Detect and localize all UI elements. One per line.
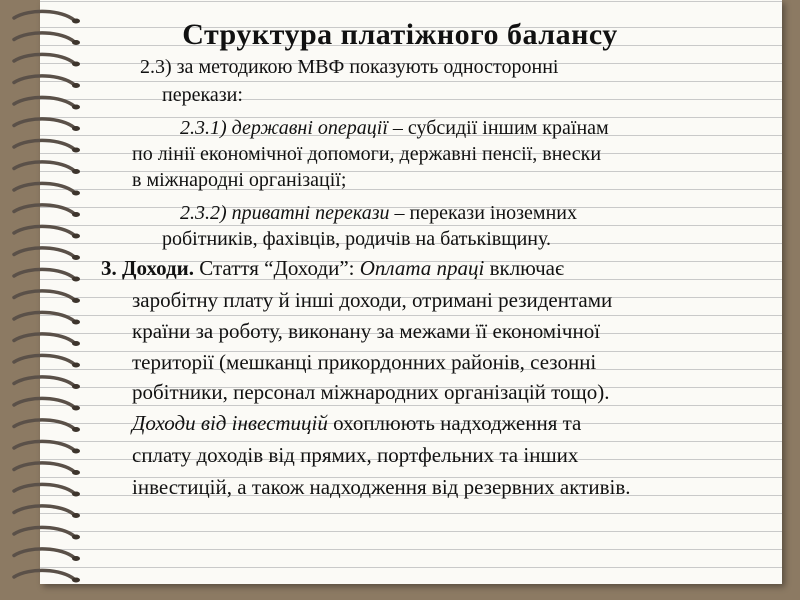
spiral-hole <box>72 384 80 389</box>
spiral-hole <box>72 535 80 540</box>
spiral-ring <box>14 54 74 63</box>
spiral-ring <box>14 162 74 171</box>
text-line-8-rest: включає <box>484 256 564 280</box>
text-line-5: в міжнародні організації; <box>132 169 347 191</box>
text-line-2: перекази: <box>162 84 243 106</box>
text-line-6-rest: – перекази іноземних <box>389 202 577 224</box>
section-heading-income: 3. Доходи. <box>101 256 194 280</box>
text-line-4: по лінії економічної допомоги, державні пенсії, внески <box>132 143 602 165</box>
spiral-ring <box>14 570 74 579</box>
spiral-hole <box>72 406 80 411</box>
spiral-binding-icon <box>0 0 100 600</box>
spiral-hole <box>72 298 80 303</box>
spiral-ring <box>14 205 74 214</box>
spiral-hole <box>72 513 80 518</box>
slide-title: Структура платіжного балансу <box>182 18 618 51</box>
spiral-hole <box>72 341 80 346</box>
spiral-ring <box>14 76 74 85</box>
spiral-ring <box>14 269 74 278</box>
text-line-8 <box>101 256 564 281</box>
spiral-hole <box>72 105 80 110</box>
spiral-hole <box>72 556 80 561</box>
spiral-hole <box>72 191 80 196</box>
spiral-hole <box>72 126 80 131</box>
spiral-ring <box>14 441 74 450</box>
text-line-8-mid: Стаття “Доходи”: <box>194 256 360 280</box>
text-line-13 <box>132 411 581 436</box>
text-line-13-rest: охоплюють надходження та <box>327 411 582 435</box>
spiral-ring <box>14 334 74 343</box>
spiral-ring <box>14 119 74 128</box>
spiral-ring <box>14 355 74 364</box>
term-investment-income: Доходи від інвестицій <box>132 411 328 435</box>
spiral-hole <box>72 212 80 217</box>
spiral-ring <box>14 549 74 558</box>
text-line-3-rest: – субсидії іншим країнам <box>387 117 609 139</box>
term-private-transfers: 2.3.2) приватні перекази <box>180 202 390 224</box>
spiral-hole <box>72 234 80 239</box>
spiral-hole <box>72 277 80 282</box>
spiral-ring <box>14 226 74 235</box>
spiral-ring <box>14 312 74 321</box>
spiral-hole <box>72 255 80 260</box>
spiral-hole <box>72 427 80 432</box>
spiral-ring <box>14 527 74 536</box>
spiral-ring <box>14 248 74 257</box>
text-line-10: країни за роботу, виконану за межами її економічної <box>132 319 601 343</box>
text-line-15: інвестицій, а також надходження від резервних активів. <box>132 475 631 499</box>
spiral-ring <box>14 398 74 407</box>
text-line-12: робітники, персонал міжнародних організацій тощо). <box>132 380 610 404</box>
spiral-ring <box>14 377 74 386</box>
spiral-hole <box>72 83 80 88</box>
spiral-hole <box>72 363 80 368</box>
spiral-ring <box>14 506 74 515</box>
spiral-hole <box>72 492 80 497</box>
spiral-ring <box>14 140 74 149</box>
spiral-hole <box>72 148 80 153</box>
text-line-14: сплату доходів від прямих, портфельних та інших <box>132 443 579 467</box>
text-line-3 <box>180 117 609 140</box>
text-line-7: робітників, фахівців, родичів на батьківщину. <box>162 228 551 250</box>
text-line-1: 2.3) за методикою МВФ показують односторонні <box>140 56 559 78</box>
spiral-hole <box>72 169 80 174</box>
spiral-ring <box>14 291 74 300</box>
text-line-9: заробітну плату й інші доходи, отримані резидентами <box>132 288 613 312</box>
spiral-ring <box>14 420 74 429</box>
spiral-hole <box>72 320 80 325</box>
spiral-hole <box>72 62 80 67</box>
spiral-ring <box>14 484 74 493</box>
text-line-6 <box>180 202 577 225</box>
term-state-operations: 2.3.1) державні операції <box>180 117 388 139</box>
spiral-hole <box>72 449 80 454</box>
spiral-ring <box>14 183 74 192</box>
spiral-hole <box>72 470 80 475</box>
spiral-ring <box>14 97 74 106</box>
spiral-hole <box>72 578 80 583</box>
term-compensation: Оплата праці <box>359 256 485 280</box>
spiral-ring <box>14 463 74 472</box>
text-line-11: території (мешканці прикордонних районів, сезонні <box>132 350 597 374</box>
